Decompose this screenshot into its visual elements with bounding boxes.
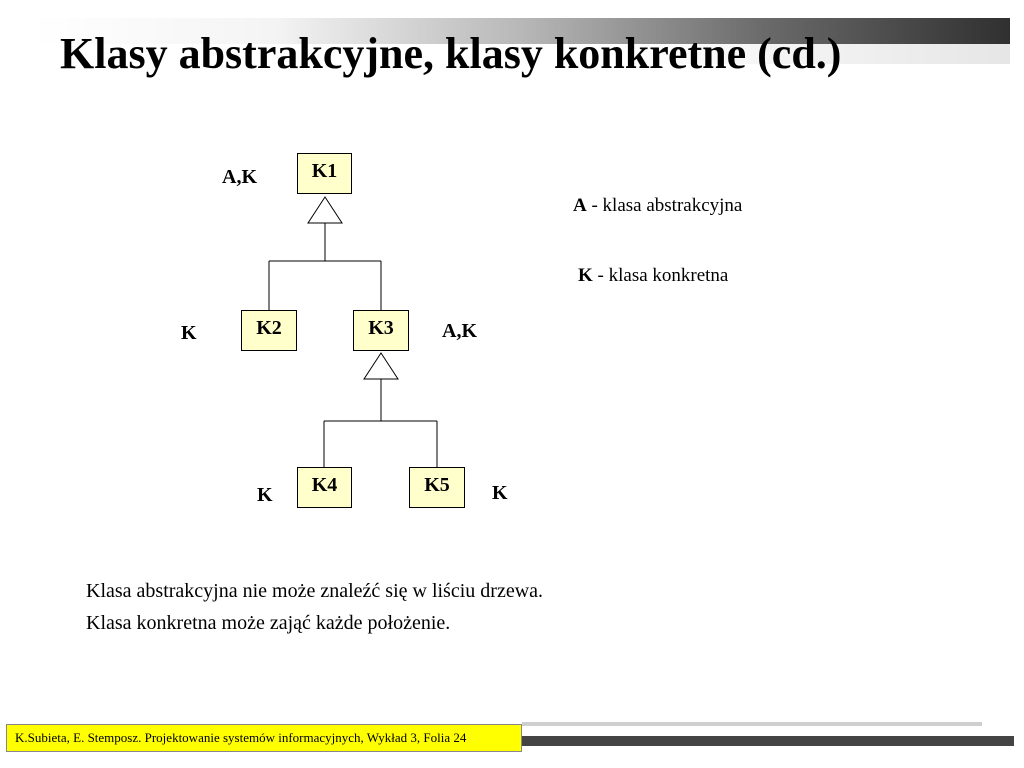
class-box-k4: K4 [297, 467, 352, 508]
legend-abstract [573, 195, 742, 217]
tag-k4: K [257, 484, 273, 506]
footer-rule-dark [522, 736, 1014, 746]
generalization-triangle-k3 [364, 353, 398, 379]
tag-k5: K [492, 482, 508, 504]
note-line-2: Klasa konkretna może zająć każde położenie. [86, 612, 451, 634]
legend-concrete [578, 265, 728, 287]
note-line-1: Klasa abstrakcyjna nie może znaleźć się w liściu drzewa. [86, 580, 544, 602]
class-box-k5: K5 [409, 467, 465, 508]
legend-concrete-key: K [578, 265, 593, 286]
generalization-triangle-k1 [308, 197, 342, 223]
legend-abstract-key: A [573, 195, 587, 216]
tag-k2: K [181, 322, 197, 344]
class-box-k1: K1 [297, 153, 352, 194]
footer-citation: K.Subieta, E. Stemposz. Projektowanie systemów informacyjnych, Wykład 3, Folia 24 [6, 724, 522, 752]
tag-k3: A,K [442, 320, 477, 342]
tag-k1: A,K [222, 166, 257, 188]
footer-rule-light [522, 722, 982, 726]
class-box-k3: K3 [353, 310, 409, 351]
class-box-k2: K2 [241, 310, 297, 351]
legend-abstract-text: - klasa abstrakcyjna [586, 195, 743, 216]
legend-concrete-text: - klasa konkretna [592, 265, 729, 286]
slide-title: Klasy abstrakcyjne, klasy konkretne (cd.) [60, 29, 842, 78]
